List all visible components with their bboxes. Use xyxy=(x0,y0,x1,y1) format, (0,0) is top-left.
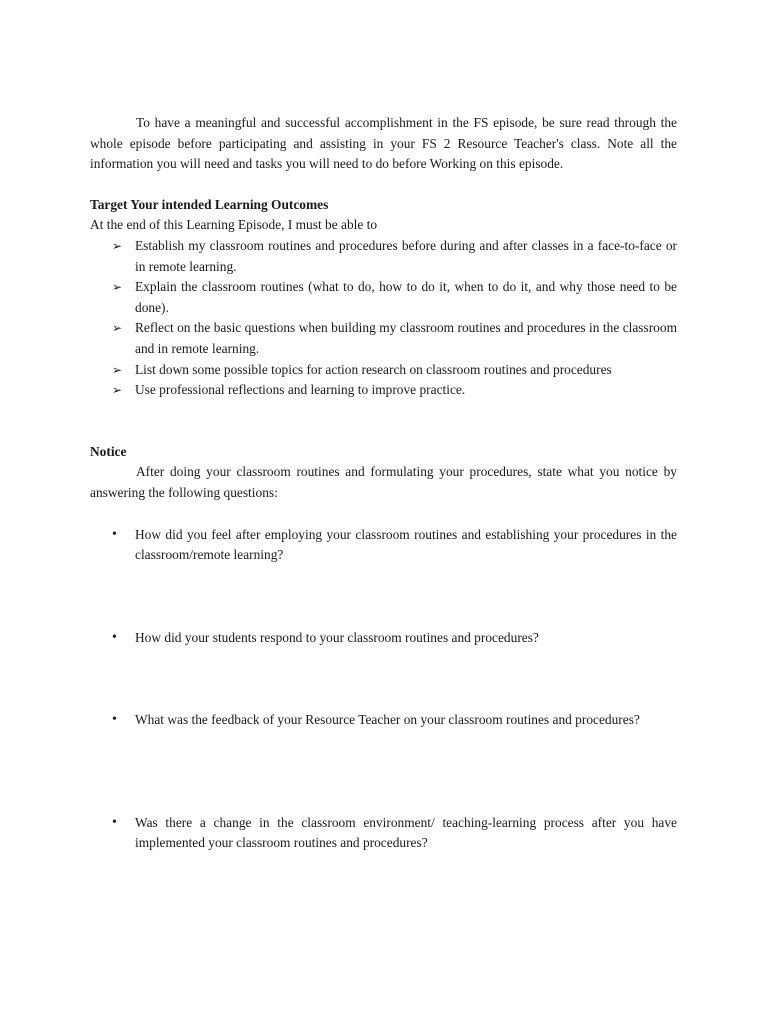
outcome-text: List down some possible topics for action research on classroom routines and procedures xyxy=(135,361,612,377)
outcome-item xyxy=(90,236,677,277)
intro-paragraph: To have a meaningful and successful accomplishment in the FS episode, be sure read through the whole episode before participating and assisting in your FS 2 Resource Teacher's class. Note all the information you will need and tasks you will need to do before Working on this episode. xyxy=(90,115,677,172)
question-text: How did your students respond to your classroom routines and procedures? xyxy=(135,629,539,645)
arrow-bullet-icon: ➢ xyxy=(112,321,123,336)
questions-list xyxy=(90,525,677,855)
dot-bullet-icon: • xyxy=(112,629,117,645)
outcome-text: Use professional reflections and learning to improve practice. xyxy=(135,382,466,398)
target-outcomes-heading: Target Your intended Learning Outcomes xyxy=(90,196,329,212)
question-text: What was the feedback of your Resource Teacher on your classroom routines and procedures? xyxy=(135,712,640,728)
outcome-item xyxy=(90,318,677,359)
document-page xyxy=(90,113,677,854)
outcome-text: Explain the classroom routines (what to do, how to do it, when to do it, and why those need to be done). xyxy=(135,279,677,315)
outcome-text: Reflect on the basic questions when building my classroom routines and procedures in the classroom and in remote learning. xyxy=(135,320,677,356)
target-outcomes-section xyxy=(90,195,677,401)
arrow-bullet-icon: ➢ xyxy=(112,383,123,398)
question-item xyxy=(90,628,677,649)
notice-section xyxy=(90,442,677,854)
arrow-bullet-icon: ➢ xyxy=(112,238,123,253)
notice-intro: After doing your classroom routines and formulating your procedures, state what you notice by answering the following questions: xyxy=(90,464,677,500)
outcomes-list xyxy=(90,236,677,401)
question-text: How did you feel after employing your classroom routines and establishing your procedures in the classroom/remote learning? xyxy=(135,526,677,563)
dot-bullet-icon: • xyxy=(112,814,117,830)
question-item xyxy=(90,813,677,854)
outcome-item xyxy=(90,360,677,381)
dot-bullet-icon: • xyxy=(112,526,117,542)
dot-bullet-icon: • xyxy=(112,712,117,728)
outcome-text: Establish my classroom routines and procedures before during and after classes in a face-to-face or in remote learning. xyxy=(135,237,677,274)
notice-heading: Notice xyxy=(90,443,127,459)
question-item xyxy=(90,525,677,566)
intro-section xyxy=(90,113,677,175)
target-outcomes-lead: At the end of this Learning Episode, I must be able to xyxy=(90,217,378,233)
arrow-bullet-icon: ➢ xyxy=(112,362,123,377)
outcome-item xyxy=(90,277,677,318)
arrow-bullet-icon: ➢ xyxy=(112,280,123,295)
question-text: Was there a change in the classroom environment/ teaching-learning process after you have implemented your classroom routines and procedures? xyxy=(135,814,677,851)
question-item xyxy=(90,710,677,731)
outcome-item xyxy=(90,380,677,401)
